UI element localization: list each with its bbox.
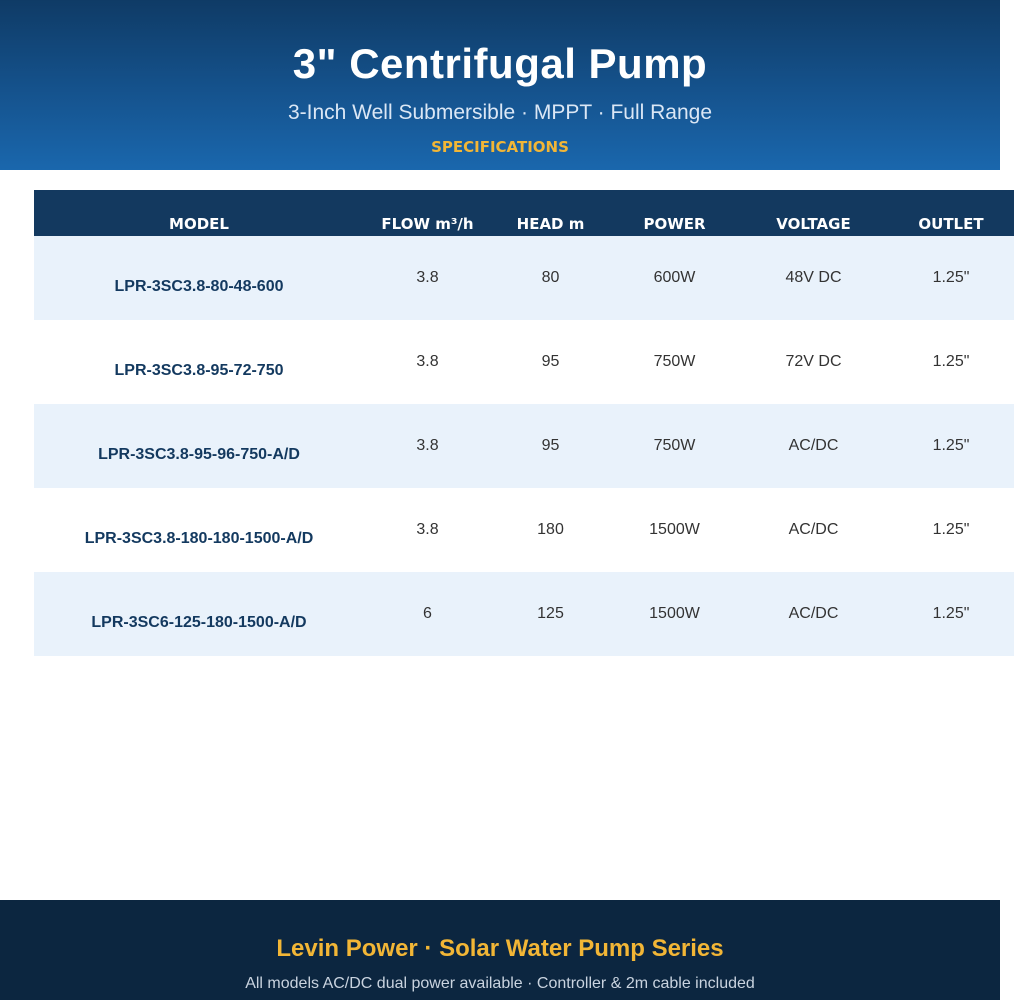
table-row	[34, 488, 1014, 572]
footer-brand: Levin Power · Solar Water Pump Series	[276, 935, 724, 962]
table-row	[34, 236, 1014, 320]
cell-head: 125	[491, 572, 610, 656]
column-header-power	[610, 190, 739, 236]
table-row	[34, 572, 1014, 656]
cell-outlet: 1.25"	[888, 488, 1014, 572]
column-header-label: MODEL	[169, 215, 229, 233]
column-header-outlet	[888, 190, 1014, 236]
footer-note: All models AC/DC dual power available · Controller & 2m cable included	[245, 975, 755, 992]
table-row	[34, 320, 1014, 404]
table-header	[34, 190, 1014, 236]
column-header-label: POWER	[643, 215, 706, 233]
table-row	[34, 404, 1014, 488]
cell-voltage: AC/DC	[739, 404, 888, 488]
cell-power: 750W	[610, 404, 739, 488]
cell-flow: 6	[364, 572, 491, 656]
cell-outlet: 1.25"	[888, 236, 1014, 320]
page-subtitle: 3-Inch Well Submersible · MPPT · Full Range	[287, 101, 713, 124]
footer-banner	[0, 900, 1000, 1000]
column-header-head	[491, 190, 610, 236]
section-label: SPECIFICATIONS	[431, 138, 569, 156]
cell-power: 600W	[610, 236, 739, 320]
cell-head: 95	[491, 404, 610, 488]
spec-table	[34, 190, 1014, 656]
column-header-label: OUTLET	[918, 215, 984, 233]
cell-outlet: 1.25"	[888, 404, 1014, 488]
cell-head: 95	[491, 320, 610, 404]
cell-head: 80	[491, 236, 610, 320]
cell-voltage: 72V DC	[739, 320, 888, 404]
header-banner	[0, 0, 1000, 170]
column-header-flow	[364, 190, 491, 236]
cell-power: 750W	[610, 320, 739, 404]
page-title: 3" Centrifugal Pump	[292, 40, 708, 87]
table-header-row	[34, 190, 1014, 236]
column-header-model	[34, 190, 364, 236]
spec-table-container	[34, 190, 984, 658]
cell-model: LPR-3SC3.8-95-72-750	[34, 320, 364, 404]
cell-outlet: 1.25"	[888, 320, 1014, 404]
cell-voltage: 48V DC	[739, 236, 888, 320]
cell-power: 1500W	[610, 488, 739, 572]
cell-voltage: AC/DC	[739, 572, 888, 656]
cell-flow: 3.8	[364, 404, 491, 488]
column-header-label: HEAD m	[516, 215, 585, 233]
column-header-label: VOLTAGE	[776, 215, 851, 233]
cell-model: LPR-3SC3.8-180-180-1500-A/D	[34, 488, 364, 572]
cell-flow: 3.8	[364, 320, 491, 404]
cell-model: LPR-3SC6-125-180-1500-A/D	[34, 572, 364, 656]
cell-model: LPR-3SC3.8-80-48-600	[34, 236, 364, 320]
cell-flow: 3.8	[364, 236, 491, 320]
cell-power: 1500W	[610, 572, 739, 656]
cell-flow: 3.8	[364, 488, 491, 572]
table-body	[34, 236, 1014, 656]
cell-model: LPR-3SC3.8-95-96-750-A/D	[34, 404, 364, 488]
cell-voltage: AC/DC	[739, 488, 888, 572]
column-header-voltage	[739, 190, 888, 236]
cell-outlet: 1.25"	[888, 572, 1014, 656]
column-header-label: FLOW m³/h	[381, 215, 474, 233]
cell-head: 180	[491, 488, 610, 572]
